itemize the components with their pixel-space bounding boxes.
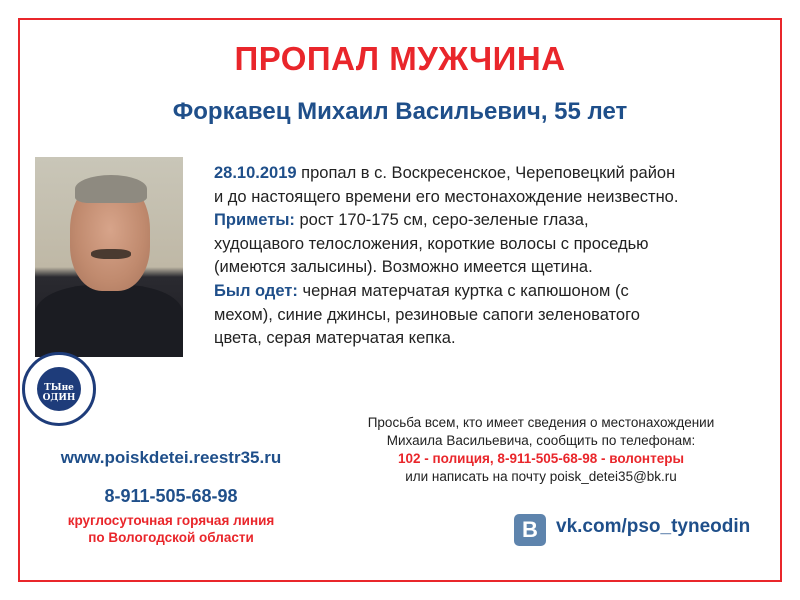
email-line: или написать на почту poisk_detei35@bk.ru — [405, 469, 677, 484]
person-name: Форкавец Михаил Васильевич, 55 лет — [172, 98, 628, 125]
missing-date: 28.10.2019 — [214, 164, 297, 182]
hotline-phone: 8-911-505-68-98 — [104, 486, 238, 506]
vk-icon[interactable]: B — [514, 514, 546, 546]
features-label: Приметы: — [214, 211, 295, 230]
contact-request: Просьба всем, кто имеет сведения о местонахождении Михаила Васильевича, сообщить по телефонам: 102 - полиция, 8-911-505-68-98 - волонтеры или написать на почту poisk_detei35@bk.ru — [326, 414, 756, 486]
ty-ne-odin-logo: ТЫне ОДИН — [22, 352, 96, 426]
vk-link[interactable]: vk.com/pso_tyneodin — [556, 516, 751, 537]
dressed-label: Был одет: — [214, 281, 298, 300]
description-block: 28.10.2019 пропал в с. Воскресенское, Череповецкий район и до настоящего времени его местонахождение неизвестно. Приметы: рост 170-175 см, серо-зеленые глаза, худощавого телосложения, короткие волосы с проседью (имеются залысины). Возможно имеется щетина. Был одет: черная матерчатая куртка с капюшоном (с мехом), синие джинсы, резиновые сапоги зеленоватого цвета, серая матерчатая кепка. — [214, 164, 679, 348]
poster-title: ПРОПАЛ МУЖЧИНА — [234, 40, 566, 77]
emergency-phones: 102 - полиция, 8-911-505-68-98 - волонтеры — [398, 451, 684, 466]
website-link[interactable]: www.poiskdetei.reestr35.ru — [60, 448, 282, 467]
hotline-label: круглосуточная горячая линия по Вологодской области — [67, 513, 275, 545]
person-photo — [35, 157, 183, 357]
